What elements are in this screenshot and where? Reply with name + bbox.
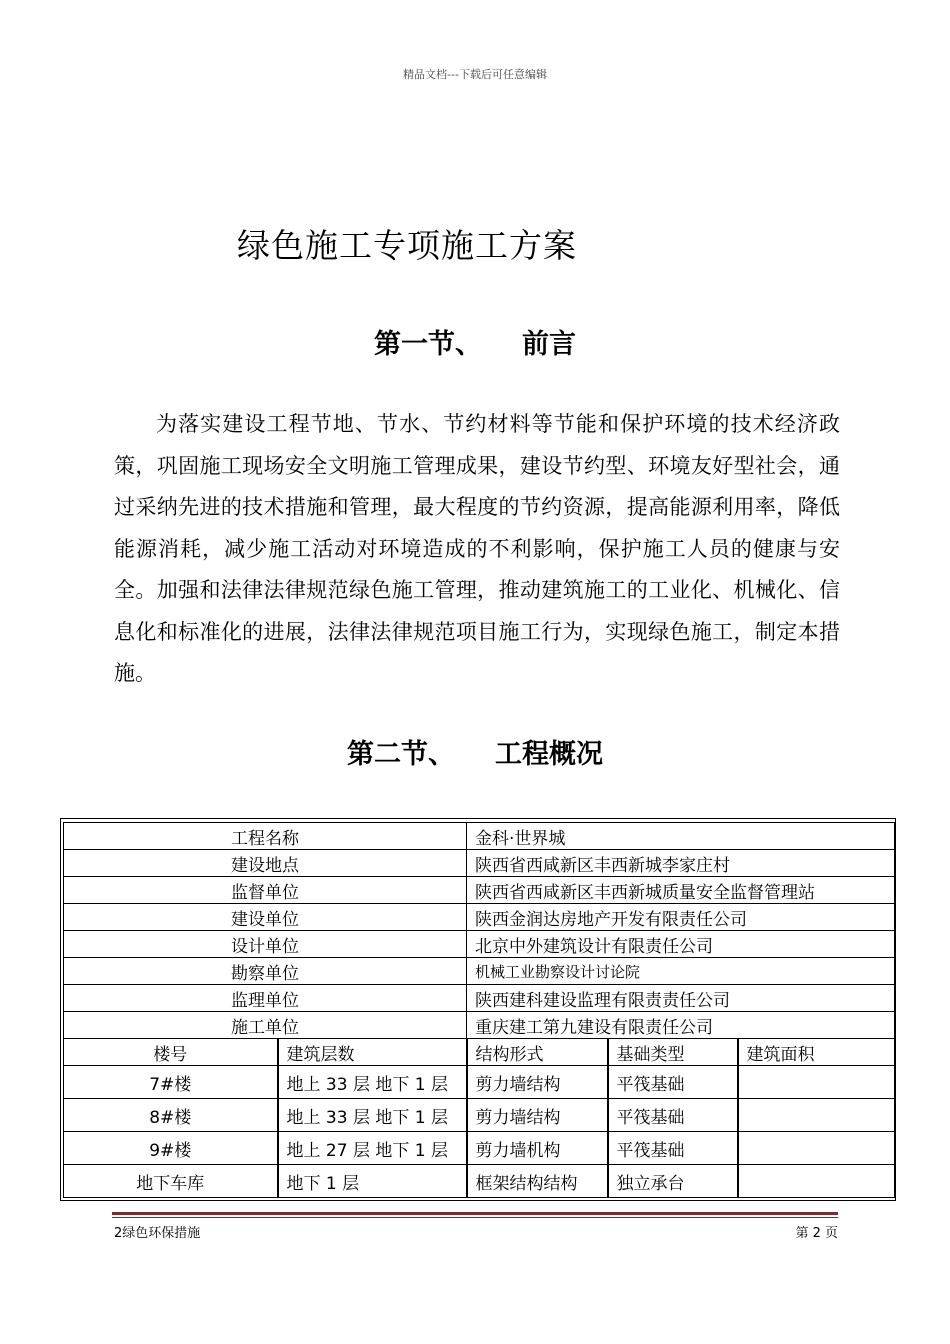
column-header: 基础类型 [608,1039,738,1066]
info-value: 陕西省西咸新区丰西新城李家庄村 [467,850,895,877]
table-cell [738,1066,895,1099]
table-row [64,931,895,958]
document-title: 绿色施工专项施工方案 [237,226,577,265]
project-info-table [63,822,895,1198]
info-value: 金科·世界城 [467,823,895,850]
table-row [64,985,895,1012]
footer-page-number: 第 2 页 [795,1226,838,1241]
section-heading-overview [0,732,950,771]
info-label: 监督单位 [64,877,467,904]
info-value: 重庆建工第九建设有限责任公司 [467,1012,895,1039]
table-row [64,1165,895,1198]
table-cell [738,1099,895,1132]
table-cell: 剪力墙结构 [467,1099,608,1132]
table-row [64,1066,895,1099]
footer-document-name: 2绿色环保措施 [114,1226,201,1241]
table-cell: 平筏基础 [608,1066,738,1099]
table-cell: 8#楼 [64,1099,278,1132]
column-header: 结构形式 [467,1039,608,1066]
table-row [64,1099,895,1132]
table-cell: 地上 33 层 地下 1 层 [278,1066,467,1099]
info-label: 施工单位 [64,1012,467,1039]
footer-divider [112,1217,838,1218]
table-cell: 独立承台 [608,1165,738,1198]
table-row [64,958,895,985]
info-value: 北京中外建筑设计有限责任公司 [467,931,895,958]
table-row [64,823,895,850]
table-cell: 地下车库 [64,1165,278,1198]
table-cell [738,1132,895,1165]
table-row [64,904,895,931]
column-header: 建筑层数 [278,1039,467,1066]
table-cell [738,1165,895,1198]
info-value: 陕西建科建设监理有限责责任公司 [467,985,895,1012]
section-name: 前言 [522,329,576,360]
table-cell: 地上 27 层 地下 1 层 [278,1132,467,1165]
section-heading-preface [0,322,950,361]
column-header: 楼号 [64,1039,278,1066]
table-row [64,850,895,877]
info-value: 陕西省西咸新区丰西新城质量安全监督管理站 [467,877,895,904]
table-header-row [64,1039,895,1066]
footer-divider [112,1212,838,1215]
table-cell: 地上 33 层 地下 1 层 [278,1099,467,1132]
preface-paragraph: 为落实建设工程节地、节水、节约材料等节能和保护环境的技术经济政策，巩固施工现场安全文明施工管理成果，建设节约型、环境友好型社会，通过采纳先进的技术措施和管理，最大程度的节约资源，提高能源利用率，降低能源消耗，减少施工活动对环境造成的不利影响，保护施工人员的健康与安全。加强和法律法律规范绿色施工管理，推动建筑施工的工业化、机械化、信息化和标准化的进展，法律法律规范项目施工行为，实现绿色施工，制定本措施。 [114,412,840,685]
table-row [64,1132,895,1165]
watermark-header: 精品文档---下载后可任意编辑 [403,68,547,81]
section-name: 工程概况 [495,739,603,770]
info-label: 设计单位 [64,931,467,958]
info-value: 机械工业勘察设计讨论院 [467,958,895,985]
info-label: 建设地点 [64,850,467,877]
table-cell: 平筏基础 [608,1132,738,1165]
table-cell: 9#楼 [64,1132,278,1165]
section-number: 第二节、 [347,739,455,770]
table-cell: 平筏基础 [608,1099,738,1132]
table-cell: 地下 1 层 [278,1165,467,1198]
table-cell: 7#楼 [64,1066,278,1099]
info-label: 建设单位 [64,904,467,931]
info-label: 勘察单位 [64,958,467,985]
column-header: 建筑面积 [738,1039,895,1066]
info-label: 工程名称 [64,823,467,850]
info-label: 监理单位 [64,985,467,1012]
table-row [64,1012,895,1039]
info-value: 陕西金润达房地产开发有限责任公司 [467,904,895,931]
table-cell: 剪力墙结构 [467,1066,608,1099]
table-cell: 框架结构结构 [467,1165,608,1198]
table-cell: 剪力墙机构 [467,1132,608,1165]
table-row [64,877,895,904]
section-number: 第一节、 [374,329,482,360]
